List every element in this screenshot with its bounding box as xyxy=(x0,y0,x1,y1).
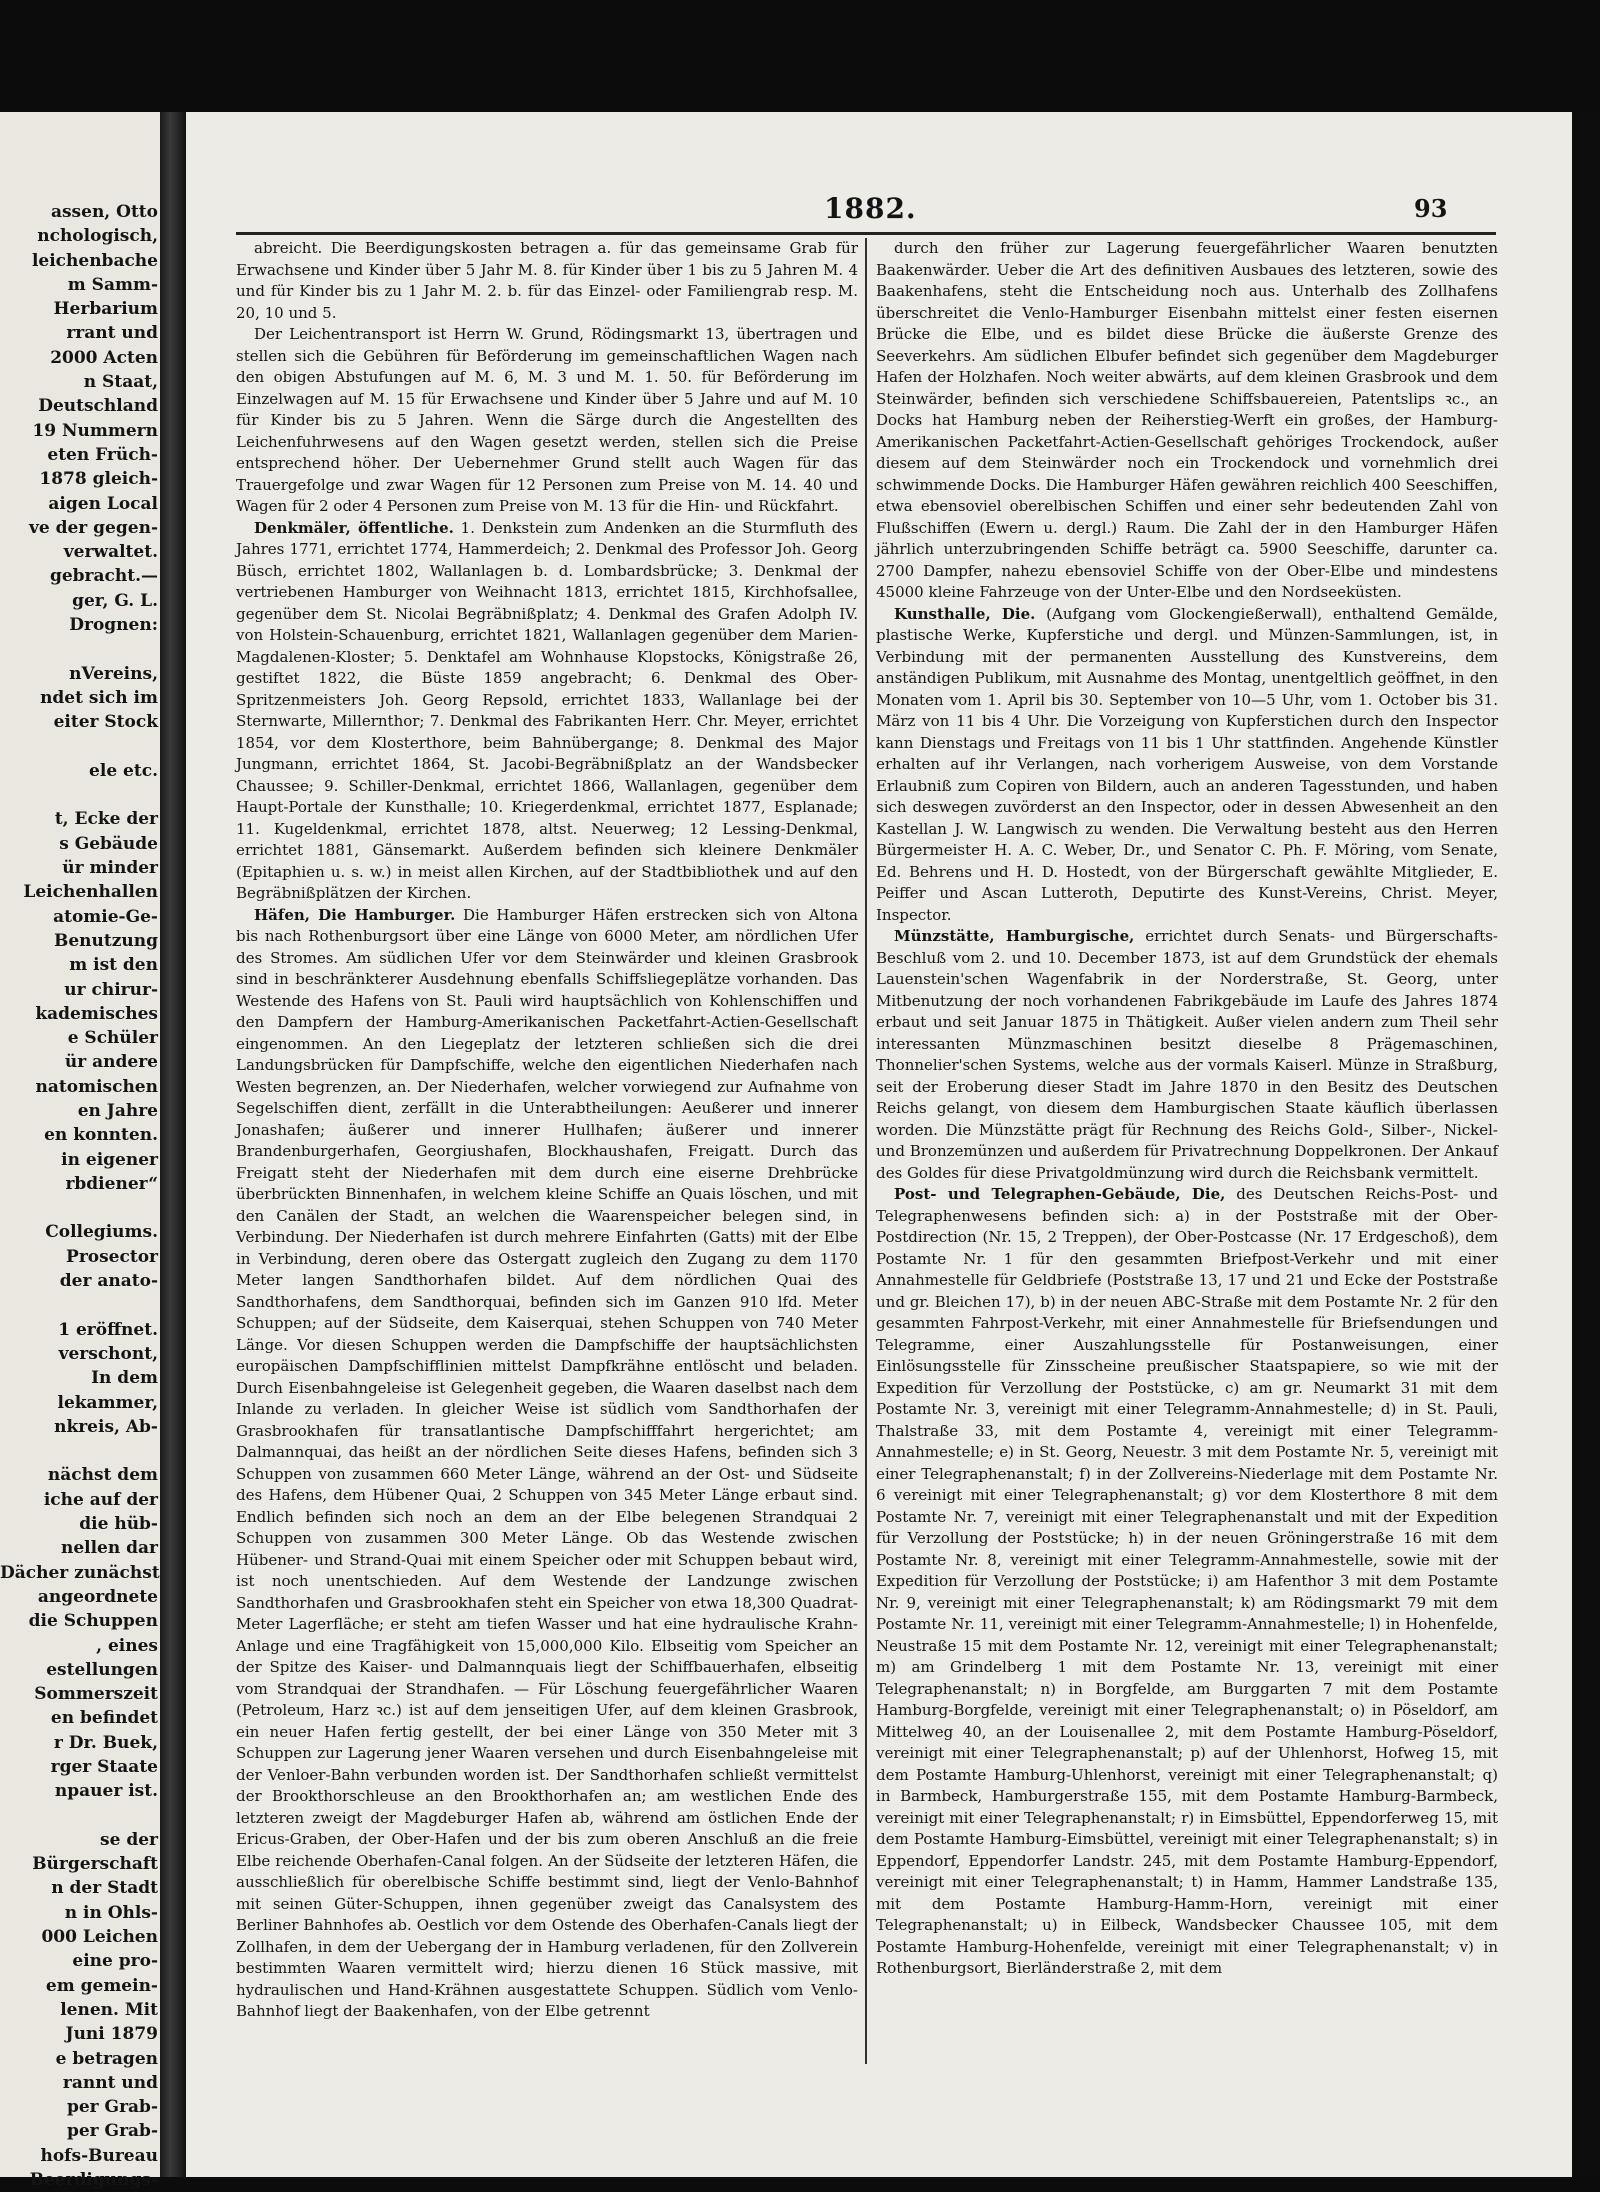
previous-page-line: eiter Stock xyxy=(53,712,158,733)
previous-page-line: Collegiums. xyxy=(45,1222,158,1243)
entry-text: abreicht. Die Beerdigungskosten betragen a. für das gemeinsame Grab für Erwachsene und Kinder über 5 Jahr M. 8. für Kinder über 1 bis zu 5 Jahren M. 4 und für Kinder bis zu 1 Jahr M. 2. b. für das Einzel- oder Familiengrab resp. M. 20, 10 und 5. xyxy=(236,239,858,322)
previous-page-fragment xyxy=(0,112,160,2191)
previous-page-line: 2000 Acten xyxy=(50,347,158,368)
previous-page-line: lekammer, xyxy=(57,1392,158,1413)
previous-page-line: npauer ist. xyxy=(54,1781,158,1802)
previous-page-line: Prosector xyxy=(66,1246,158,1267)
previous-page-line: rrant und xyxy=(66,323,158,344)
previous-page-line: Beerdigungs- xyxy=(29,2170,158,2191)
book-page xyxy=(186,112,1600,2177)
previous-page-line: m ist den xyxy=(69,955,158,976)
previous-page-line: n Staat, xyxy=(83,372,158,393)
book-gutter xyxy=(160,112,186,2177)
entry-text: durch den früher zur Lagerung feuergefährlicher Waaren benutzten Baakenwärder. Ueber die Art des definitiven Ausbaues des letzteren, sowie des Baakenhafens, steht die Entscheidung noch aus. Unterhalb des Zollhafens überschreitet die Venlo-Hamburger Eisenbahn mittelst einer festen eisernen Brücke die Elbe, und es bildet diese Brücke die äußerste Grenze des Seeverkehrs. Am südlichen Elbufer befindet sich gegenüber dem Magdeburger Hafen der Holzhafen. Noch weiter abwärts, auf dem kleinen Grasbrook und dem Steinwärder, befinden sich verschiedene Schiffsbauereien, Patentslips ꝛc., an Docks hat Hamburg neben der Reiherstieg-Werft ein großes, der Hamburg-Amerikanischen Packetfahrt-Actien-Gesellschaft gehöriges Trockendock, außer diesem auf dem Steinwärder noch ein Trockendock und vornehmlich drei schwimmende Docks. Die Hamburger Häfen gewähren reichlich 400 Seeschiffen, etwa ebensoviel oberelbischen Schiffen und einer sehr bedeutenden Zahl von Flußschiffen (Ewern u. dergl.) Raum. Die Zahl der in den Hamburger Häfen jährlich unterzubringenden Schiffe beträgt ca. 5900 Seeschiffe, darunter ca. 2700 Dampfer, nahezu ebensoviel Schiffe von der Ober-Elbe und mindestens 45000 kleine Fahrzeuge von der Unter-Elbe und den Nordseeküsten. xyxy=(876,239,1498,601)
previous-page-line: per Grab- xyxy=(66,2097,158,2118)
previous-page-line: rannt und xyxy=(62,2072,158,2093)
previous-page-line: en konnten. xyxy=(44,1125,158,1146)
entry-heading: Post- und Telegraphen-Gebäude, Die, xyxy=(894,1185,1226,1203)
previous-page-line: en Jahre xyxy=(77,1100,158,1121)
entry-heading: Münzstätte, Hamburgische, xyxy=(894,927,1135,945)
entry-paragraph xyxy=(876,1184,1498,1980)
previous-page-line: , eines xyxy=(96,1635,158,1656)
previous-page-line: t, Ecke der xyxy=(54,809,158,830)
previous-page-line xyxy=(0,783,158,807)
previous-page-line: nächst dem xyxy=(47,1465,158,1486)
header-rule xyxy=(236,232,1496,235)
entry-paragraph xyxy=(236,238,858,324)
previous-page-line xyxy=(0,637,158,661)
entry-text: (Aufgang vom Glockengießerwall), enthaltend Gemälde, plastische Werke, Kupferstiche und dergl. und Münzen-Sammlungen, ist, in Verbindung mit der permanenten Ausstellung des Kunstvereins, dem anständigen Publikum, mit Ausnahme des Montag, unentgeltlich geöffnet, in den Monaten vom 1. April bis 30. September von 10—5 Uhr, vom 1. October bis 31. März von 11 bis 4 Uhr. Die Vorzeigung von Kupferstichen durch den Inspector kann Dienstags und Freitags von 11 bis 1 Uhr stattfinden. Angehende Künstler erhalten auf ihr Verlangen, nach vorherigem Ausweise, von dem Vorstande Erlaubniß zum Copiren von Bildern, auch an anderen Tagesstunden, und haben sich deswegen zuvörderst an den Inspector, oder in dessen Abwesenheit an den Kastellan J. W. Langwisch zu wenden. Die Verwaltung besteht aus den Herren Bürgermeister H. A. C. Weber, Dr., und Senator C. Ph. F. Möring, vom Senate, Ed. Behrens und H. D. Hostedt, von der Bürgerschaft gewählte Mitglieder, E. Peiffer und Ascan Lutteroth, Deputirte des Kunst-Vereins, Christ. Meyer, Inspector. xyxy=(876,604,1499,924)
previous-page-line: nVereins, xyxy=(69,663,158,684)
previous-page-line: estellungen xyxy=(46,1659,158,1680)
previous-page-line: Leichenhallen xyxy=(23,882,158,903)
previous-page-line: gebracht.— xyxy=(49,566,158,587)
previous-page-line: e betragen xyxy=(55,2048,158,2069)
page-header xyxy=(186,192,1600,232)
previous-page-line: die Schuppen xyxy=(28,1611,158,1632)
previous-page-line: kademisches xyxy=(35,1003,158,1024)
previous-page-line: Sommerszeit xyxy=(34,1684,158,1705)
page-number: 93 xyxy=(1414,194,1448,223)
previous-page-line: nellen dar xyxy=(60,1538,158,1559)
previous-page-line: 000 Leichen xyxy=(41,1927,158,1948)
previous-page-line: assen, Otto xyxy=(50,202,158,222)
previous-page-line: iche auf der xyxy=(43,1489,158,1510)
previous-page-line: Drognen: xyxy=(69,615,158,636)
previous-page-line xyxy=(0,1196,158,1220)
previous-page-line: e Schüler xyxy=(67,1028,158,1049)
previous-page-text xyxy=(0,200,158,2192)
entry-heading: Denkmäler, öffentliche. xyxy=(254,518,454,537)
previous-page-line: aigen Local xyxy=(48,493,158,514)
previous-page-line: Deutschland xyxy=(38,396,158,417)
entry-paragraph xyxy=(236,905,858,2023)
previous-page-line: rbdiener“ xyxy=(65,1173,158,1194)
entry-heading: Häfen, Die Hamburger. xyxy=(254,905,456,924)
previous-page-line: ur chirur- xyxy=(64,979,158,1000)
previous-page-line: eine pro- xyxy=(72,1951,158,1972)
previous-page-line: ür minder xyxy=(62,858,158,879)
previous-page-line: ele etc. xyxy=(89,760,158,781)
previous-page-line: Dächer zunächst xyxy=(0,1562,160,1583)
previous-page-line: der anato- xyxy=(59,1271,158,1292)
previous-page-line: 1 eröffnet. xyxy=(58,1319,158,1340)
previous-page-line: natomischen xyxy=(35,1076,158,1097)
previous-page-line: verwaltet. xyxy=(63,542,158,563)
entry-paragraph xyxy=(236,324,858,518)
previous-page-line xyxy=(0,1439,158,1463)
previous-page-line: Benutzung xyxy=(53,930,158,951)
entry-heading: Kunsthalle, Die. xyxy=(894,604,1036,623)
entry-paragraph xyxy=(876,604,1498,927)
previous-page-line: 19 Nummern xyxy=(32,420,158,441)
left-column xyxy=(236,238,858,2058)
header-year: 1882. xyxy=(824,192,917,225)
entry-paragraph xyxy=(236,518,858,905)
previous-page-line xyxy=(0,735,158,759)
previous-page-line: em gemein- xyxy=(45,1975,158,1996)
previous-page-line: ür andere xyxy=(64,1052,158,1073)
previous-page-line: en befindet xyxy=(50,1708,158,1729)
entry-paragraph xyxy=(876,926,1498,1184)
previous-page-line: Herbarium xyxy=(53,299,158,320)
entry-paragraph xyxy=(876,238,1498,604)
right-column xyxy=(876,238,1498,2058)
entry-text: 1. Denkstein zum Andenken an die Sturmfluth des Jahres 1771, errichtet 1774, Hammerdeich; 2. Denkmal des Professor Joh. Georg Büsch, errichtet 1802, Wallanlagen b. d. Lombardsbrücke; 3. Denkmal der vertriebenen Hamburger von Weihnacht 1813, errichtet 1815, Kirchhofsallee, gegenüber dem St. Nicolai Begräbnißplatz; 4. Denkmal des Grafen Adolph IV. von Holstein-Schauenburg, errichtet 1821, Wallanlagen gegenüber dem Marien-Magdalenen-Kloster; 5. Denktafel am Wohnhause Klopstocks, Königstraße 26, gestiftet 1822, die Büste 1859 angebracht; 6. Denkmal des Ober-Spritzenmeisters Joh. Georg Repsold, errichtet 1833, Wallanlage bei der Sternwarte, Millernthor; 7. Denkmal des Fabrikanten Herr. Chr. Meyer, errichtet 1854, vor dem Klosterthore, beim Bahnübergange; 8. Denkmal des Major Jungmann, errichtet 1864, St. Jacobi-Begräbnißplatz an der Wandsbecker Chaussee; 9. Schiller-Denkmal, errichtet 1866, Wallanlagen, gegenüber dem Haupt-Portale der Kunsthalle; 10. Kriegerdenkmal, errichtet 1877, Esplanade; 11. Kugeldenkmal, errichtet 1878, altst. Neuerweg; 12 Lessing-Denkmal, errichtet 1881, Gänsemarkt. Außerdem befinden sich kleinere Denkmäler (Epitaphien u. s. w.) in meist allen Kirchen, auf der Stadtbibliothek und auf den Begräbnißplätzen der Kirchen. xyxy=(236,518,858,902)
previous-page-line: angeordnete xyxy=(37,1586,158,1607)
previous-page-line: se der xyxy=(100,1829,158,1850)
previous-page-line: in eigener xyxy=(61,1149,158,1170)
entry-text: Die Hamburger Häfen erstrecken sich von Altona bis nach Rothenburgsort über eine Länge von 6000 Meter, am nördlichen Ufer des Stromes. Am südlichen Ufer vor dem Steinwärder und kleinen Grasbrook sind in beschränkterer Ausdehnung ebenfalls Schiffsliegeplätze vorhanden. Das Westende des Hafens von St. Pauli wird hauptsächlich von Kohlenschiffen und den Dampfern der Hamburg-Amerikanischen Packetfahrt-Actien-Gesellschaft eingenommen. An den Liegeplatz der letzteren schließen sich die drei Landungsbrücken für Dampfschiffe, welche den eigentlichen Niederhafen nach Westen begrenzen, an. Der Niederhafen, welcher vorwiegend zur Aufnahme von Segelschiffen dient, zerfällt in die Unterabtheilungen: Aeußerer und innerer Jonashafen; äußerer und innerer Hullhafen; äußerer und innerer Brandenburgerhafen, Georgiushafen, Blockhaushafen, Freigatt. Durch das Freigatt steht der Niederhafen mit dem durch eine eiserne Drehbrücke überbrückten Binnenhafen, in welchem kleine Schiffe an Quais löschen, und mit den Canälen der Stadt, an welchen die Waarenspeicher belegen sind, in Verbindung. Der Niederhafen ist durch mehrere Einfahrten (Gatts) mit der Elbe in Verbindung, deren obere das Ostergatt zugleich den Zugang zu dem 1170 Meter langen Sandthorhafen bildet. Auf dem nördlichen Quai des Sandthorhafens, dem Sandthorquai, befinden sich im Ganzen 910 lfd. Meter Schuppen; auf der Südseite, dem Kaiserquai, stehen Schuppen von 740 Meter Länge. Vor diesen Schuppen werden die Dampfschiffe der hauptsächlichsten europäischen Dampfschifflinien mittelst Dampfkrähne entlöscht und beladen. Durch Eisenbahngeleise ist Gelegenheit gegeben, die Waaren daselbst nach dem Inlande zu verladen. In gleicher Weise ist südlich vom Sandthorhafen der Grasbrookhafen für transatlantische Dampfschifffahrt hergerichtet; am Dalmannquai, das heißt an der nördlichen Seite dieses Hafens, befinden sich 3 Schuppen von zusammen 660 Meter Länge, während an der Ost- und Südseite des Hafens, dem Hübener Quai, 2 Schuppen von 345 Meter Länge erbaut sind. Endlich befinden sich noch an dem an der Elbe belegenen Strandquai 2 Schuppen von zusammen 300 Meter Länge. Ob das Westende zwischen Hübener- und Strand-Quai mit einem Speicher oder mit Schuppen bebaut wird, ist noch unentschieden. Auf dem Westende der Landzunge zwischen Sandthorhafen und Grasbrookhafen steht ein Speicher von etwa 18,300 Quadrat-Meter Lagerfläche; er steht am tiefen Wasser und hat eine hydraulische Krahn-Anlage und eine Tragfähigkeit von 15,000,000 Kilo. Elbseitig vom Speicher an der Spitze des Kaiser- und Dalmannquais liegt der Schiffbauerhafen, elbseitig vom Strandquai der Strandhafen. — Für Löschung feuergefährlicher Waaren (Petroleum, Harz ꝛc.) ist auf dem jenseitigen Ufer, auf dem kleinen Grasbrook, ein neuer Hafen fertig gestellt, der bei einer Länge von 350 Meter mit 3 Schuppen zur Lagerung jener Waaren versehen und durch Eisenbahngeleise mit der Venloer-Bahn verbunden worden ist. Der Sandthorhafen schließt vermittelst der Brookthorschleuse an den Brookthorhafen an; am westlichen Ende des letzteren zweigt der Magdeburger Hafen ab, während am östlichen Ende der Ericus-Graben, der Ober-Hafen und der bis zum oberen Anschluß an die freie Elbe reichende Oberhafen-Canal folgen. An der Südseite der letzteren Häfen, die ausschließlich für oberelbische Schiffe bestimmt sind, liegt der Venlo-Bahnhof mit seinen Güter-Schuppen, ihnen gegenüber zweigt das Canalsystem des Berliner Bahnhofes ab. Oestlich vor dem Ostende des Oberhafen-Canals liegt der Zollhafen, in dem der Uebergang der in Hamburg verladenen, für den Zollverein bestimmten Waaren vermittelt wird; hierzu dienen 16 Stück massive, mit hydraulischen und Hand-Krähnen ausgestattete Schuppen. Südlich vom Venlo-Bahnhof liegt der Baakenhafen, von der Elbe getrennt xyxy=(236,905,858,2020)
previous-page-line: hofs-Bureau xyxy=(40,2145,158,2166)
previous-page-line: nkreis, Ab- xyxy=(54,1416,158,1437)
previous-page-line: verschont, xyxy=(58,1343,158,1364)
previous-page-line: leichenbache xyxy=(31,250,158,271)
entry-text: errichtet durch Senats- und Bürgerschafts-Beschluß vom 2. und 10. December 1873, ist auf dem Grundstück der ehemals Lauenstein'schen Wagenfabrik in der Norderstraße, St. Georg, unter Mitbenutzung der noch vorhandenen Fabrikgebäude im Laufe des Jahres 1874 erbaut und seit Januar 1875 in Thätigkeit. Außer vielen andern zum Theil sehr interessanten Münzmaschinen besitzt dieselbe 8 Prägemaschinen, Thonnelier'schen Systems, welche aus der vormals Kaiserl. Münze in Straßburg, seit der Eroberung dieser Stadt im Jahre 1870 in den Besitz des Deutschen Reichs gelangt, von diesem dem Hamburgischen Staate käuflich überlassen worden. Die Münzstätte prägt für Rechnung des Reichs Gold-, Silber-, Nickel- und Bronzemünzen und außerdem für Privatrechnung Doppelkronen. Der Ankauf des Goldes für diese Privatgoldmünzung wird durch die Reichsbank vermittelt. xyxy=(876,927,1498,1182)
column-divider xyxy=(865,238,867,2064)
previous-page-line: lenen. Mit xyxy=(60,1999,158,2020)
previous-page-line: s Gebäude xyxy=(59,833,158,854)
previous-page-line xyxy=(0,1293,158,1317)
entry-text: des Deutschen Reichs-Post- und Telegraphenwesens befinden sich: a) in der Poststraße mit der Ober-Postdirection (Nr. 15, 2 Treppen), der Ober-Postcasse (Nr. 17 Erdgeschoß), dem Postamte Nr. 1 für den gesammten Briefpost-Verkehr und mit einer Annahmestelle für Geldbriefe (Poststraße 13, 17 und 21 und Ecke der Poststraße und gr. Bleichen 17), b) in der neuen ABC-Straße mit dem Postamte Nr. 2 für den gesammten Fahrpost-Verkehr, mit einer Annahmestelle für Briefsendungen und Telegramme, einer Auszahlungsstelle für Postanweisungen, einer Einlösungsstelle für Zinsscheine preußischer Staatspapiere, so wie mit der Expedition für Verzollung der Poststücke, c) am gr. Neumarkt 31 mit dem Postamte Nr. 3, vereinigt mit einer Telegramm-Annahmestelle; d) in St. Pauli, Thalstraße 33, mit dem Postamte 4, vereinigt mit einer Telegramm-Annahmestelle; e) in St. Georg, Neuestr. 3 mit dem Postamte Nr. 5, vereinigt mit einer Telegraphenanstalt; f) in der Zollvereins-Niederlage mit dem Postamte Nr. 6 vereinigt mit einer Telegraphenanstalt; g) vor dem Klosterthore 8 mit dem Postamte Nr. 7, vereinigt mit einer Telegraphenanstalt und mit der Expedition für Verzollung der Poststücke; h) in der neuen Gröningerstraße 16 mit dem Postamte Nr. 8, vereinigt mit einer Telegramm-Annahmestelle, sowie mit der Expedition für Verzollung der Poststücke; i) am Hafenthor 3 mit dem Postamte Nr. 9, vereinigt mit einer Telegraphenanstalt; k) am Rödingsmarkt 79 mit dem Postamte Nr. 11, vereinigt mit einer Telegramm-Annahmestelle; l) in Hohenfelde, Neustraße 15 mit dem Postamte Nr. 12, vereinigt mit einer Telegraphenanstalt; m) am Grindelberg 1 mit dem Postamte Nr. 13, vereinigt mit einer Telegraphenanstalt; n) in Borgfelde, am Burggarten 7 mit dem Postamte Hamburg-Borgfelde, vereinigt mit einer Telegraphenanstalt; o) in Pöseldorf, am Mittelweg 40, an der Louisenallee 2, mit dem Postamte Hamburg-Pöseldorf, vereinigt mit einer Telegraphenanstalt; p) auf der Uhlenhorst, Hofweg 15, mit dem Postamte Hamburg-Uhlenhorst, vereinigt mit einer Telegraphenanstalt; q) in Barmbeck, Hamburgerstraße 155, mit dem Postamte Hamburg-Barmbeck, vereinigt mit einer Telegraphenanstalt; r) in Eimsbüttel, Eppendorferweg 15, mit dem Postamte Hamburg-Eimsbüttel, vereinigt mit einer Telegraphenanstalt; s) in Eppendorf, Eppendorfer Landstr. 245, mit dem Postamte Hamburg-Eppendorf, vereinigt mit einer Telegraphenanstalt; t) in Hamm, Hammer Landstraße 135, mit dem Postamte Hamburg-Hamm-Horn, vereinigt mit einer Telegraphenanstalt; u) in Eilbeck, Wandsbecker Chaussee 105, mit dem Postamte Hamburg-Hohenfelde, vereinigt mit einer Telegraphenanstalt; v) in Rothenburgsort, Bierländerstraße 2, mit dem xyxy=(876,1185,1499,1977)
previous-page-line: n der Stadt xyxy=(51,1878,158,1899)
previous-page-line: ve der gegen- xyxy=(28,517,158,538)
previous-page-line: m Samm- xyxy=(67,274,158,295)
previous-page-line: In dem xyxy=(91,1368,158,1389)
previous-page-line: nchologisch, xyxy=(37,226,158,247)
previous-page-line: 1878 gleich- xyxy=(39,469,158,490)
previous-page-line: ger, G. L. xyxy=(72,590,158,611)
entry-text: Der Leichentransport ist Herrn W. Grund, Rödingsmarkt 13, übertragen und stellen sich die Gebühren für Beförderung im gemeinschaftlichen Wagen nach den obigen Abstufungen auf M. 6, M. 3 und M. 1. 50. für Beförderung im Einzelwagen auf M. 15 für Erwachsene und Kinder über 5 Jahre und auf M. 10 für Kinder bis zu 5 Jahren. Wenn die Särge durch die Angestellten des Leichenfuhrwesens auf den Wagen gesetzt werden, stellen sich die Preise entsprechend höher. Der Uebernehmer Grund stellt auch Wagen für das Trauergefolge und zwar Wagen für 12 Personen zum Preise von M. 14. 40 und Wagen für 2 oder 4 Personen zum Preise von M. 13 für die Hin- und Rückfahrt. xyxy=(236,325,858,515)
page-edge-shadow xyxy=(1572,112,1600,2177)
previous-page-line: r Dr. Buek, xyxy=(53,1732,158,1753)
previous-page-line: atomie-Ge- xyxy=(53,906,158,927)
previous-page-line: n in Ohls- xyxy=(64,1902,158,1923)
previous-page-line: eten Früch- xyxy=(47,444,158,465)
previous-page-line: rger Staate xyxy=(50,1757,158,1777)
previous-page-line: per Grab- xyxy=(66,2121,158,2142)
previous-page-line xyxy=(0,1804,158,1828)
previous-page-line: Bürgerschaft xyxy=(32,1854,158,1875)
previous-page-line: Juni 1879 xyxy=(65,2024,158,2045)
previous-page-line: die hüb- xyxy=(79,1514,158,1535)
previous-page-line: ndet sich im xyxy=(40,687,158,708)
